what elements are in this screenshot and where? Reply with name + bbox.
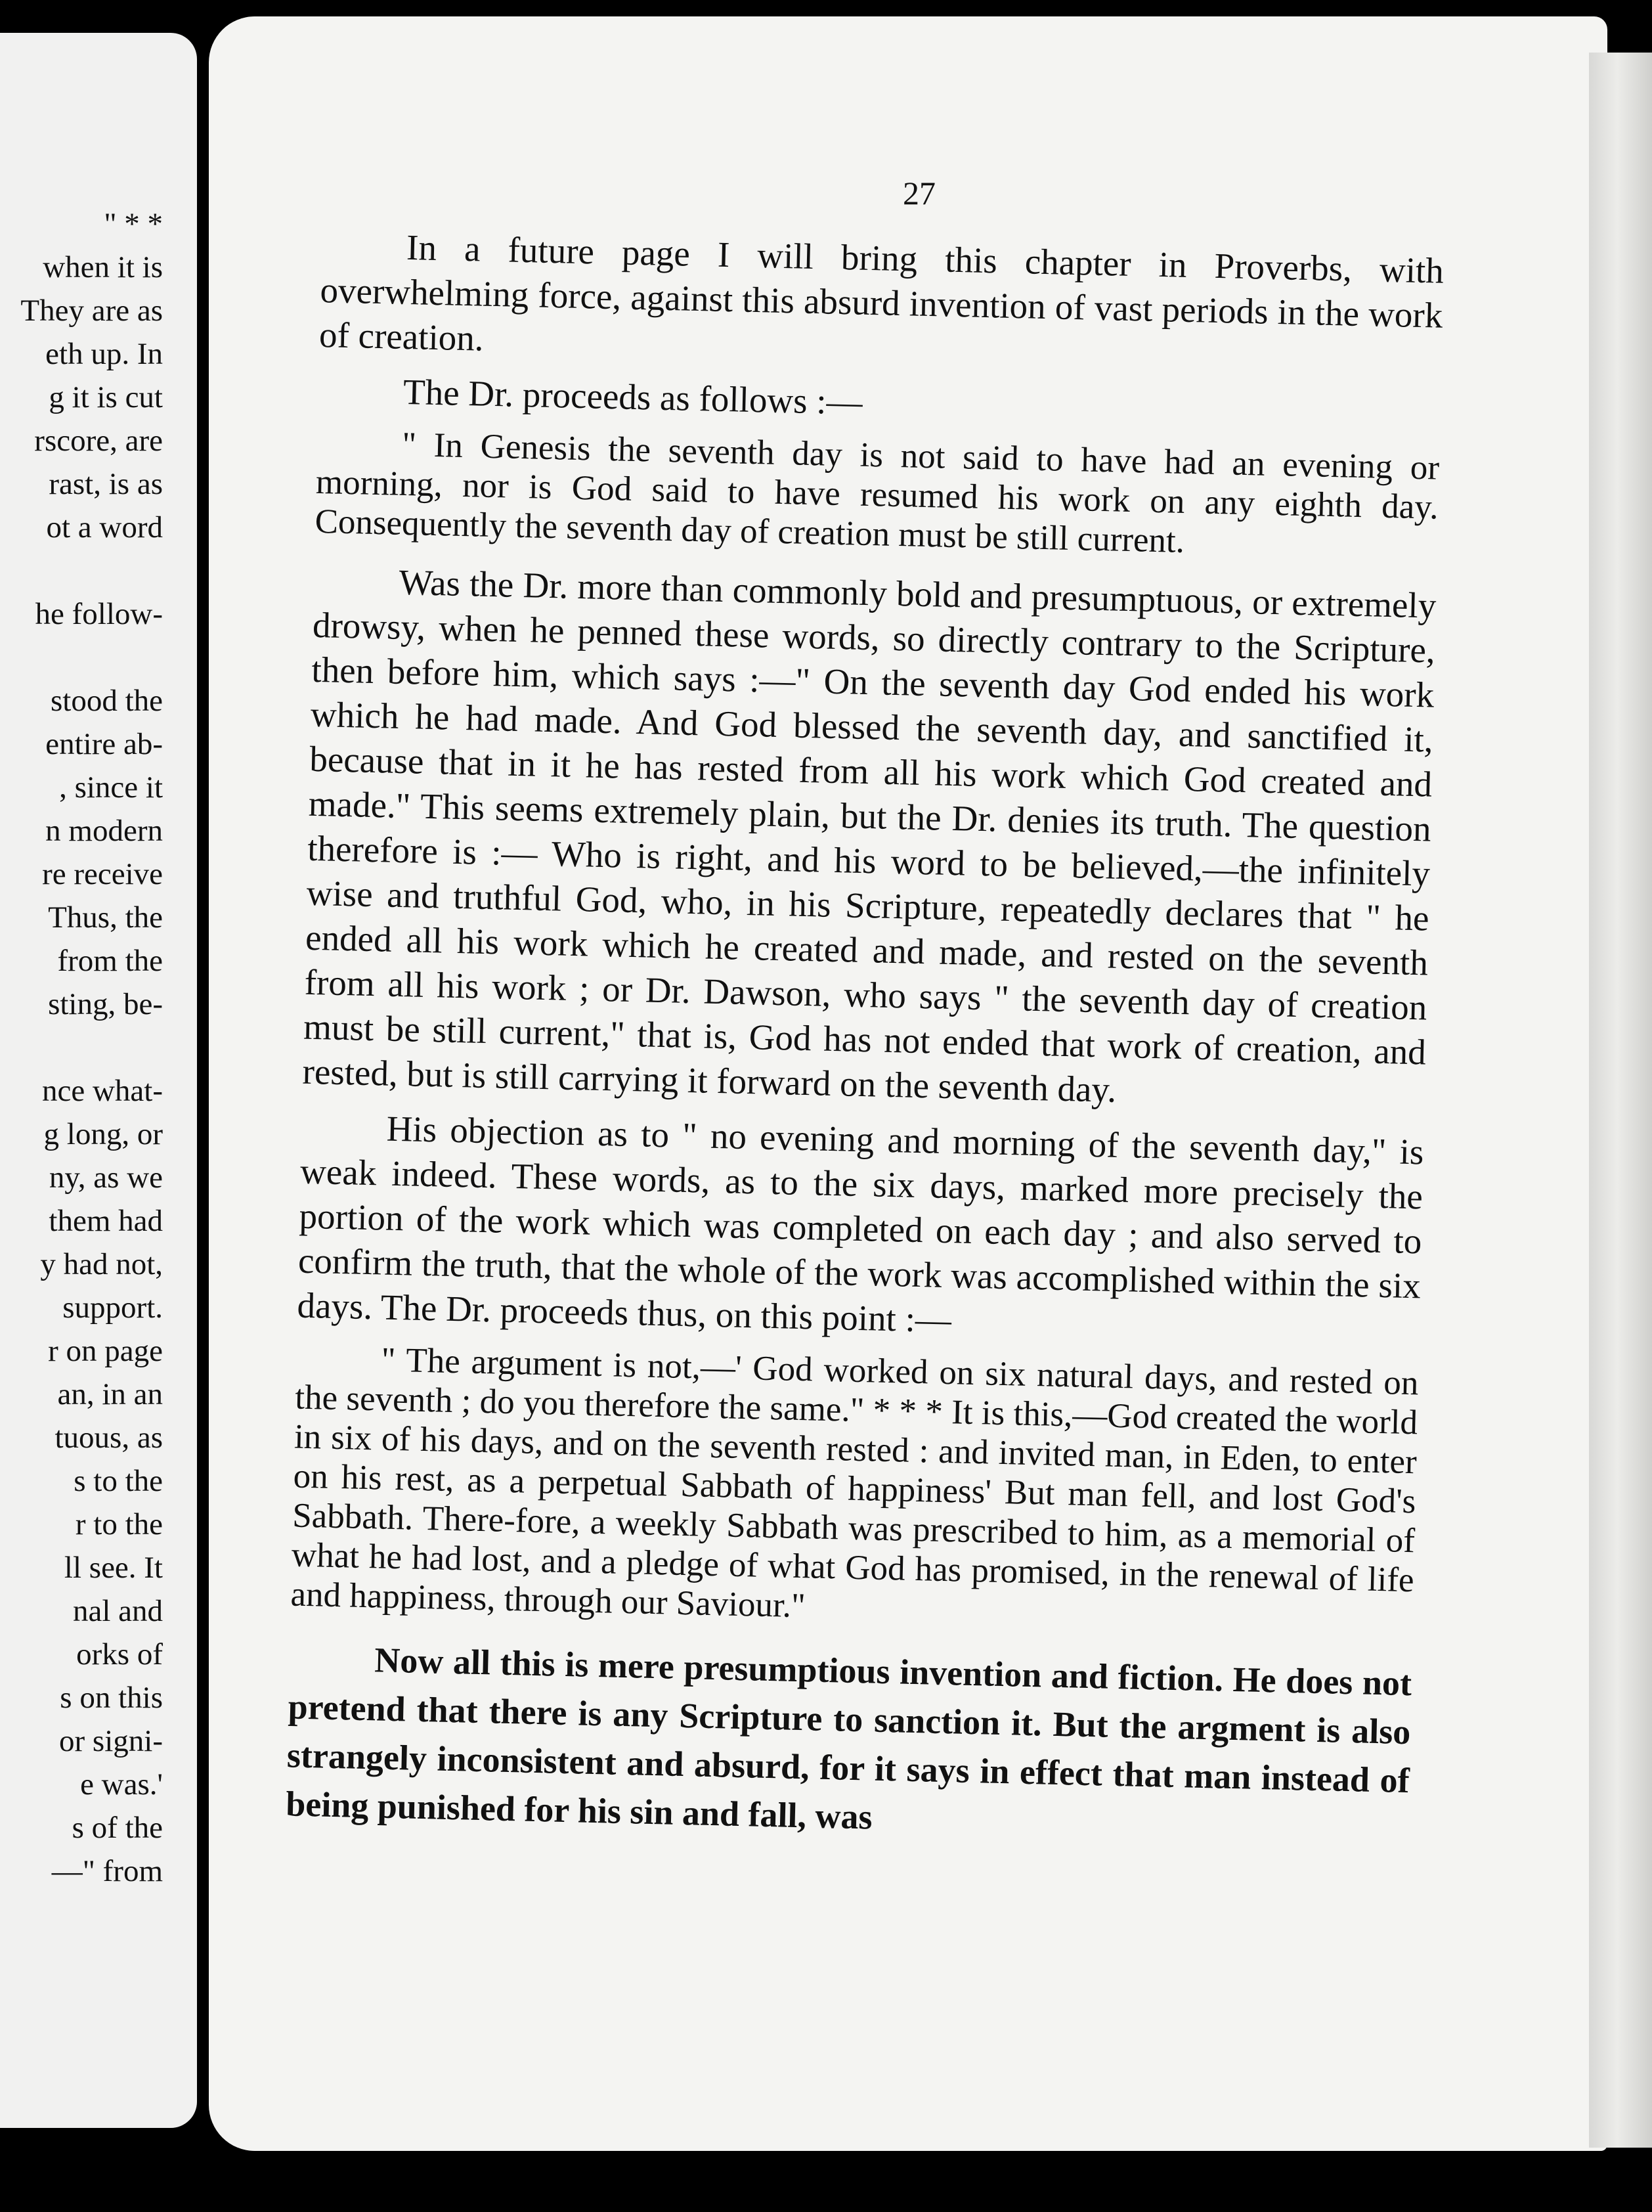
left-page-line: s of the	[72, 1811, 163, 1845]
page-edge	[1589, 53, 1652, 2148]
paragraph-4: His objection as to " no evening and morning of the seventh day," is weak indeed. These words, as to the six days, marked more precisely the portion of the work which was completed on each day ; and also served to confirm the truth, that the whole of the work was accomplished within the six days. The Dr. proceeds thus, on this point :—	[296, 1108, 1425, 1340]
left-page-line: r to the	[75, 1507, 163, 1541]
left-page-line: , since it	[59, 770, 163, 805]
left-page-line: s to the	[74, 1464, 163, 1498]
left-page-line: nce what-	[42, 1074, 163, 1108]
left-page-line: orks of	[76, 1637, 163, 1671]
left-page-line: y had not,	[40, 1247, 163, 1281]
left-page-line: rscore, are	[34, 424, 163, 458]
left-page-line: from the	[57, 944, 163, 978]
quote-1: " In Genesis the seventh day is not said to have had an evening or morning, nor is God said to have resumed his work on any eighth day. Consequently the seventh day of creation must be still current.	[315, 425, 1440, 560]
left-page-fragment	[0, 33, 197, 2128]
left-page-line: —" from	[51, 1854, 163, 1888]
left-page-line: " * *	[104, 207, 163, 241]
body-text	[285, 223, 1444, 1864]
left-page-line: he follow-	[35, 597, 163, 631]
left-page-line: support.	[62, 1291, 163, 1325]
left-page-line: Thus, the	[48, 900, 163, 935]
paragraph-2: The Dr. proceeds as follows :—	[402, 371, 863, 422]
left-page-line: ot a word	[46, 510, 163, 544]
left-page-line: eth up. In	[45, 337, 163, 371]
left-page-line: re receive	[42, 857, 163, 891]
left-page-line: n modern	[45, 814, 163, 848]
page-number: 27	[903, 175, 936, 211]
left-page-line: tuous, as	[54, 1421, 163, 1455]
left-page-line: nal and	[72, 1594, 163, 1628]
left-page-line: ll see. It	[64, 1551, 163, 1585]
left-page-line: an, in an	[57, 1377, 163, 1411]
left-page-line: sting, be-	[48, 987, 163, 1021]
paragraph-1: In a future page I will bring this chapter in Proverbs, with overwhelming force, against this absurd invention of vast periods in the work of creation.	[318, 227, 1445, 359]
left-page-line: rast, is as	[49, 467, 163, 501]
left-page-line: s on this	[60, 1681, 163, 1715]
left-page-line: entire ab-	[45, 727, 163, 761]
left-page-line: r on page	[48, 1334, 163, 1368]
left-page-line: them had	[49, 1204, 163, 1238]
quote-2: " The argument is not,—' God worked on six natural days, and rested on the seventh ; do you therefore the same." * * * It is this,—God created the world in six of his days, and on the seventh rested : and invited man, in Eden, to enter on his rest, as a perpetual Sabbath of happiness' But man fell, and lost God's Sabbath. There-fore, a weekly Sabbath was prescribed to him, as a memorial of what he had lost, and a pledge of what God has promised, in the renewal of life and happiness, through our Saviour."	[290, 1340, 1420, 1626]
left-page-line: stood the	[50, 684, 163, 718]
left-page-line: e was.'	[80, 1767, 163, 1802]
left-page-line: when it is	[43, 250, 163, 284]
left-page-line: ny, as we	[49, 1161, 163, 1195]
left-page-line: g it is cut	[49, 380, 163, 414]
paragraph-3: Was the Dr. more than commonly bold and presumptuous, or extremely drowsy, when he penned these words, so directly contrary to the Scripture, then before him, which says :—" On the seventh day God ended his work which he had made. And God blessed the seventh day, and sanctified it, because that in it he has rested from all his work which God created and made." This seems extremely plain, but the Dr. denies its truth. The question therefore is :— Who is right, and his word to be believed,—the infinitely wise and truthful God, who, in his Scripture, repeatedly declares that " he ended all his work which he created and made, and rested on the seventh from all his work ; or Dr. Dawson, who says " the seventh day of creation must be still current," that is, God has not ended that work of creation, and rested, but is still carrying it forward on the seventh day.	[302, 562, 1437, 1110]
left-page-line: g long, or	[43, 1117, 163, 1151]
left-page-line: They are as	[20, 294, 163, 328]
left-page-line: or signi-	[59, 1724, 163, 1758]
paragraph-5: Now all this is mere presumptious invention and fiction. He does not pretend that there is any Scripture to sanction it. But the argment is also strangely inconsistent and absurd, for it says in effect that man instead of being punished for his sin and fall, was	[285, 1640, 1412, 1837]
